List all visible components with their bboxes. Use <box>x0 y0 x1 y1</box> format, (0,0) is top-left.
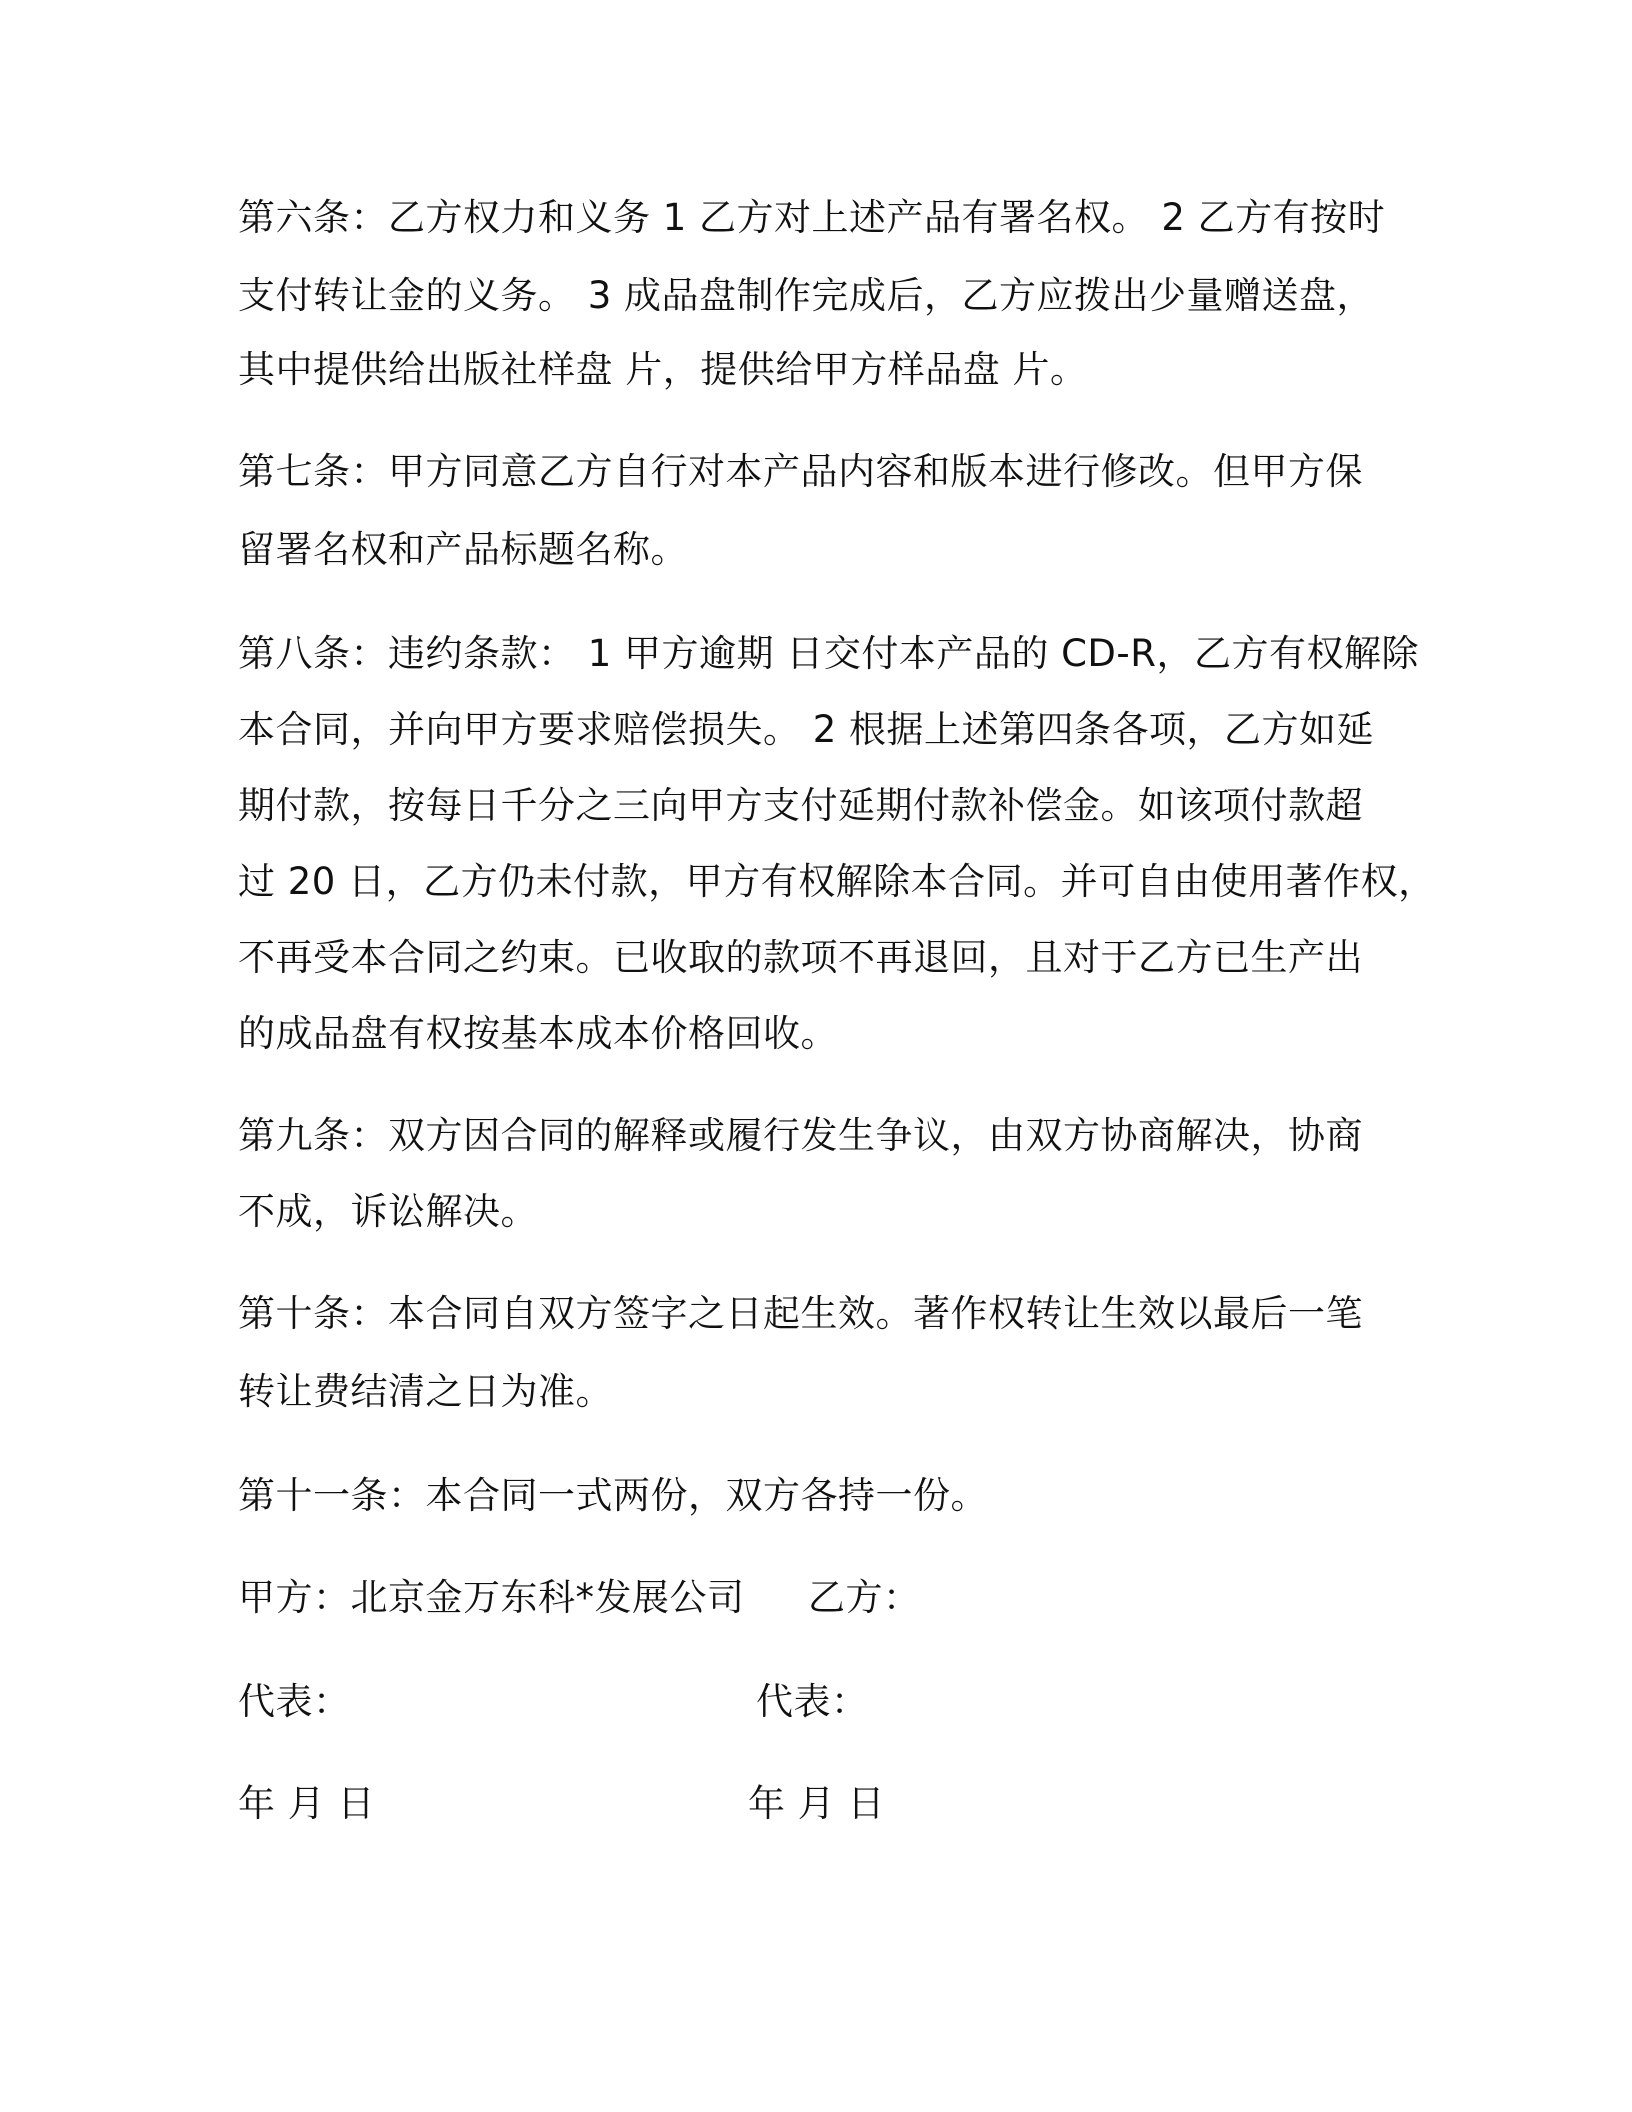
representative-b-label: 代表： <box>756 1680 869 1723</box>
article-8-line-5: 不再受本合同之约束。已收取的款项不再退回，且对于乙方已生产出 <box>238 936 1363 979</box>
article-11-line-1: 第十一条：本合同一式两份，双方各持一份。 <box>238 1474 988 1517</box>
article-6-line-2: 支付转让金的义务。 3 成品盘制作完成后，乙方应拨出少量赠送盘， <box>238 274 1375 317</box>
representative-a-label: 代表： <box>238 1680 351 1723</box>
article-8-line-2: 本合同，并向甲方要求赔偿损失。 2 根据上述第四条各项，乙方如延 <box>238 708 1375 751</box>
article-6-line-3: 其中提供给出版社样盘 片，提供给甲方样品盘 片。 <box>238 348 1088 391</box>
article-8-line-1: 第八条：违约条款： 1 甲方逾期 日交付本产品的 CD-R，乙方有权解除 <box>238 632 1419 675</box>
article-8-line-4: 过 20 日，乙方仍未付款，甲方有权解除本合同。并可自由使用著作权， <box>238 860 1436 903</box>
article-10-line-1: 第十条：本合同自双方签字之日起生效。著作权转让生效以最后一笔 <box>238 1292 1363 1335</box>
party-b-label: 乙方： <box>808 1576 921 1619</box>
article-9-line-1: 第九条：双方因合同的解释或履行发生争议，由双方协商解决，协商 <box>238 1114 1363 1157</box>
article-7-line-1: 第七条：甲方同意乙方自行对本产品内容和版本进行修改。但甲方保 <box>238 450 1363 493</box>
article-8-line-6: 的成品盘有权按基本成本价格回收。 <box>238 1012 838 1055</box>
article-9-line-2: 不成，诉讼解决。 <box>238 1190 538 1233</box>
article-6-line-1: 第六条：乙方权力和义务 1 乙方对上述产品有署名权。 2 乙方有按时 <box>238 196 1386 239</box>
article-7-line-2: 留署名权和产品标题名称。 <box>238 528 688 571</box>
article-10-line-2: 转让费结清之日为准。 <box>238 1370 613 1413</box>
date-b-label: 年 月 日 <box>748 1782 886 1825</box>
date-a-label: 年 月 日 <box>238 1782 376 1825</box>
party-a-label: 甲方：北京金万东科*发展公司 <box>238 1576 745 1619</box>
article-8-line-3: 期付款，按每日千分之三向甲方支付延期付款补偿金。如该项付款超 <box>238 784 1363 827</box>
